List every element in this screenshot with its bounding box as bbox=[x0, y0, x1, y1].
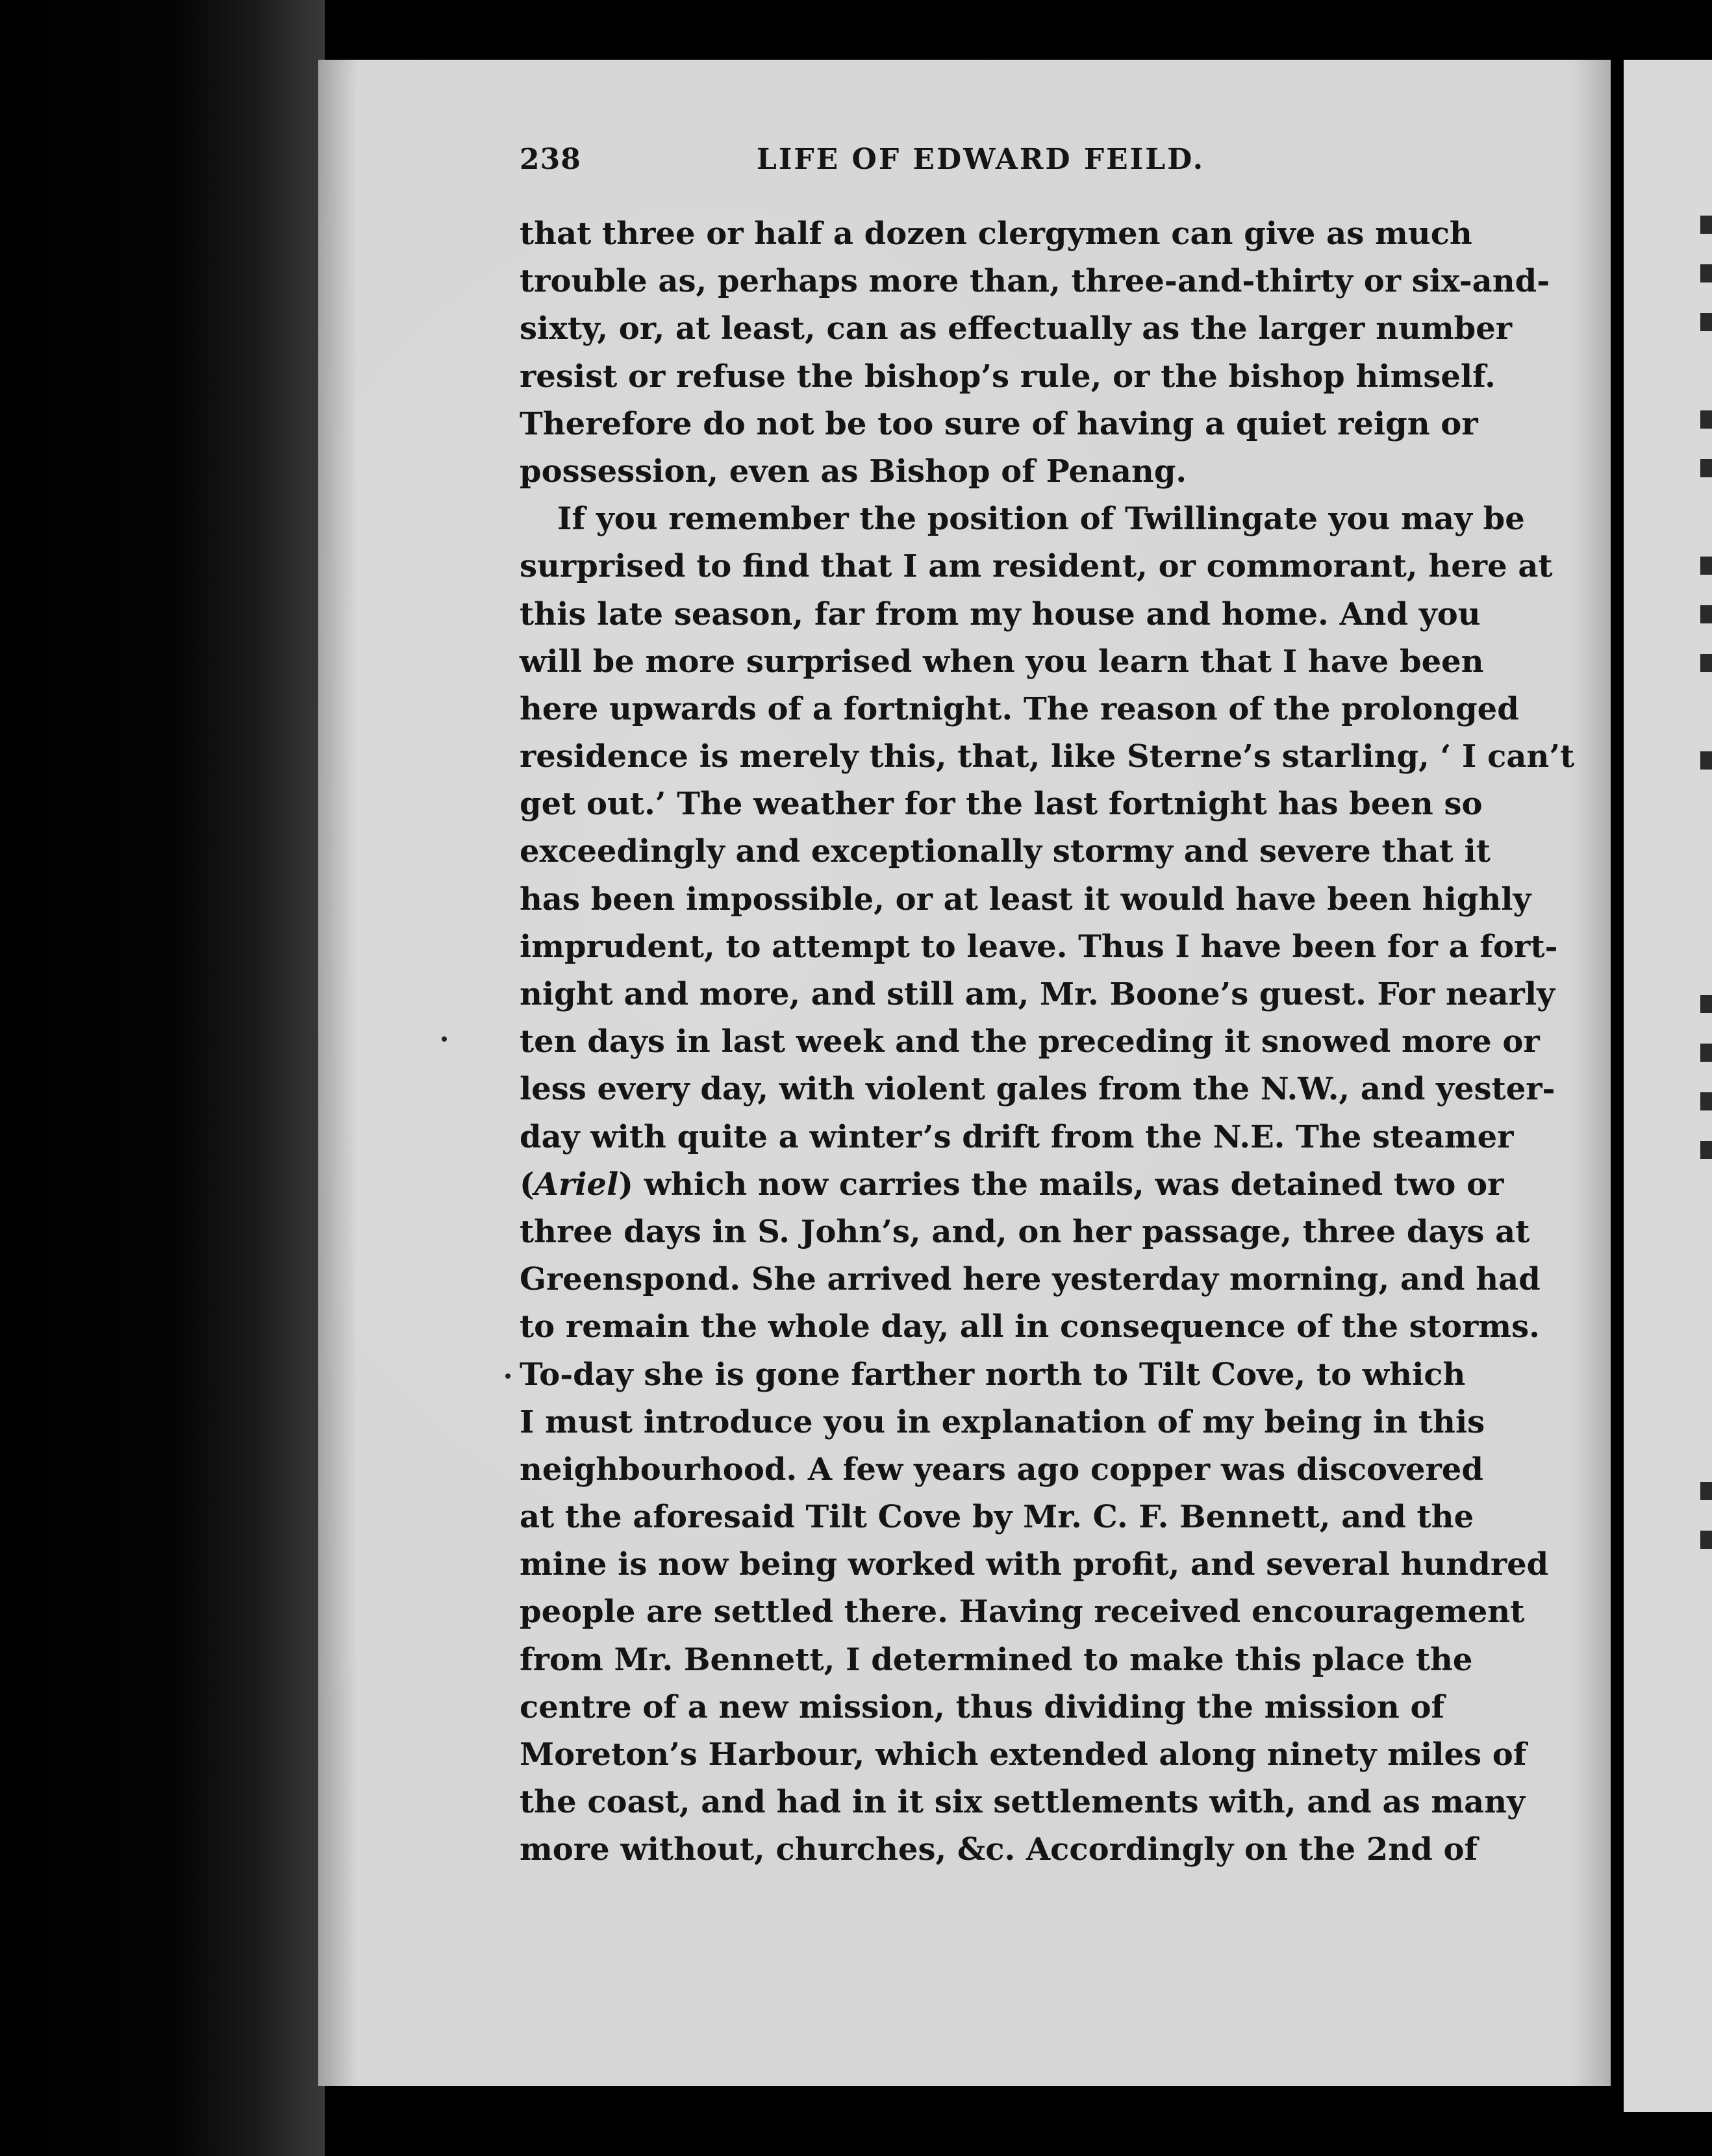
text-line: three days in S. John’s, and, on her passage, three days at bbox=[520, 1213, 1530, 1250]
text-line: will be more surprised when you learn that I have been bbox=[520, 643, 1484, 680]
text-line: night and more, and still am, Mr. Boone’s guest. For nearly bbox=[520, 976, 1555, 1012]
text-line: trouble as, perhaps more than, three-and-thirty or six-and- bbox=[520, 263, 1550, 300]
text-line: at the aforesaid Tilt Cove by Mr. C. F. Bennett, and the bbox=[520, 1499, 1474, 1536]
text-line: more without, churches, &c. Accordingly on the 2nd of bbox=[520, 1831, 1478, 1868]
facing-page-edge bbox=[1624, 60, 1712, 2112]
text-line: If you remember the position of Twillingate you may be bbox=[557, 501, 1525, 538]
facing-page-fragment bbox=[1700, 1044, 1712, 1062]
facing-page-fragment bbox=[1700, 1482, 1712, 1500]
text-line: possession, even as Bishop of Penang. bbox=[520, 453, 1187, 490]
text-line: Therefore do not be too sure of having a quiet reign or bbox=[520, 405, 1478, 442]
text-line: day with quite a winter’s drift from the N.E. The steamer bbox=[520, 1118, 1514, 1155]
facing-page-fragment bbox=[1700, 557, 1712, 575]
facing-page-fragment bbox=[1700, 654, 1712, 672]
text-line: here upwards of a fortnight. The reason of the prolonged bbox=[520, 690, 1519, 727]
text-line: residence is merely this, that, like Sterne’s starling, ‘ I can’t bbox=[520, 738, 1575, 775]
text-line: exceedingly and exceptionally stormy and severe that it bbox=[520, 833, 1491, 870]
text-line: less every day, with violent gales from the N.W., and yester- bbox=[520, 1071, 1555, 1108]
facing-page-fragment bbox=[1700, 995, 1712, 1013]
text-line: to remain the whole day, all in consequence of the storms. bbox=[520, 1309, 1540, 1346]
text-line: neighbourhood. A few years ago copper was discovered bbox=[520, 1451, 1483, 1488]
facing-page-fragment bbox=[1700, 459, 1712, 477]
text-line: (Ariel) which now carries the mails, was detained two or bbox=[520, 1166, 1504, 1203]
ship-name: Ariel bbox=[534, 1166, 619, 1203]
text-line: To-day she is gone farther north to Tilt Cove, to which bbox=[520, 1356, 1466, 1393]
facing-page-fragment bbox=[1700, 313, 1712, 331]
facing-page-fragment bbox=[1700, 1141, 1712, 1159]
text-line: centre of a new mission, thus dividing the mission of bbox=[520, 1688, 1445, 1725]
ink-speck bbox=[442, 1036, 447, 1042]
text-line: sixty, or, at least, can as effectually as the larger number bbox=[520, 310, 1513, 347]
paragraph bbox=[520, 210, 1550, 495]
facing-page-fragment bbox=[1700, 264, 1712, 282]
facing-page-fragment bbox=[1700, 1092, 1712, 1110]
text-line: Moreton’s Harbour, which extended along ninety miles of bbox=[520, 1736, 1527, 1773]
facing-page-fragment bbox=[1700, 216, 1712, 234]
text-line: has been impossible, or at least it would have been highly bbox=[520, 881, 1531, 918]
text-line: from Mr. Bennett, I determined to make this place the bbox=[520, 1641, 1473, 1678]
text-line: surprised to find that I am resident, or commorant, here at bbox=[520, 548, 1553, 585]
text-line: get out.’ The weather for the last fortnight has been so bbox=[520, 786, 1483, 823]
facing-page-fragment bbox=[1700, 751, 1712, 770]
text-line: this late season, far from my house and home. And you bbox=[520, 595, 1481, 633]
text-line: ten days in last week and the preceding it snowed more or bbox=[520, 1023, 1540, 1060]
text-line: that three or half a dozen clergymen can give as much bbox=[520, 216, 1472, 252]
facing-page-fragment bbox=[1700, 410, 1712, 429]
page-number: 238 bbox=[520, 143, 581, 176]
ink-speck bbox=[505, 1373, 510, 1379]
text-line: mine is now being worked with profit, and several hundred bbox=[520, 1546, 1549, 1583]
facing-page-fragment bbox=[1700, 605, 1712, 623]
paragraph bbox=[520, 495, 1575, 1874]
text-line: resist or refuse the bishop’s rule, or the bishop himself. bbox=[520, 358, 1496, 395]
text-line: I must introduce you in explanation of my being in this bbox=[520, 1403, 1485, 1440]
text-line: people are settled there. Having received encouragement bbox=[520, 1594, 1525, 1631]
text-line: imprudent, to attempt to leave. Thus I have been for a fort- bbox=[520, 928, 1558, 965]
facing-page-fragment bbox=[1700, 1531, 1712, 1549]
running-title: LIFE OF EDWARD FEILD. bbox=[756, 143, 1205, 176]
running-head bbox=[520, 143, 1442, 195]
book-page bbox=[318, 60, 1611, 2086]
text-line: Greenspond. She arrived here yesterday morning, and had bbox=[520, 1261, 1541, 1298]
text-line: the coast, and had in it six settlements with, and as many bbox=[520, 1784, 1526, 1821]
book-spine bbox=[0, 0, 325, 2156]
body-text bbox=[520, 210, 1575, 1874]
